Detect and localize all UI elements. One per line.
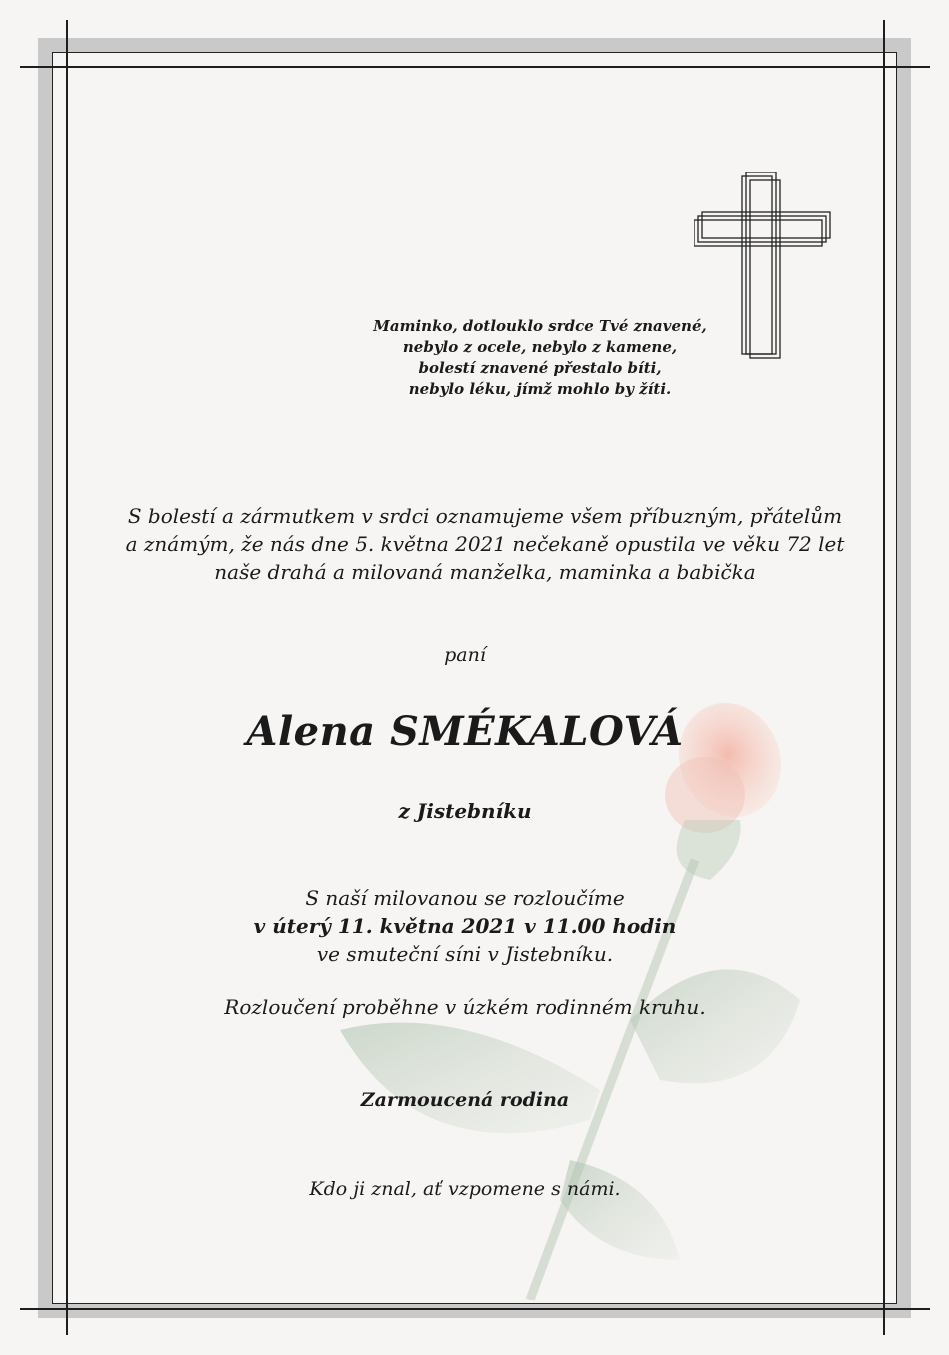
verse-line: nebylo léku, jímž mohlo by žíti. (408, 380, 672, 398)
announcement-text (70, 502, 900, 586)
announcement-line: naše drahá a milovaná manželka, maminka a babička (214, 560, 756, 584)
announcement-line: a známým, že nás dne 5. května 2021 nečekaně opustila ve věku 72 let (125, 532, 845, 556)
salutation: paní (444, 644, 486, 666)
verse-line: nebylo z ocele, nebylo z kamene, (402, 338, 678, 356)
deceased-name: Alena SMÉKALOVÁ (246, 708, 684, 755)
memorial-verse (372, 316, 708, 400)
closing-motto: Kdo ji znal, ať vzpomene s námi. (309, 1178, 621, 1200)
verse-line: bolestí znavené přestalo bíti, (418, 359, 662, 377)
right-border-line (883, 20, 885, 1335)
announcement-line: S bolestí a zármutkem v srdci oznamujeme všem příbuzným, přátelům (127, 504, 843, 528)
left-border-line (66, 20, 68, 1335)
signature: Zarmoucená rodina (360, 1089, 570, 1111)
funeral-intro: S naší milovanou se rozloučíme (305, 886, 625, 910)
funeral-venue: ve smuteční síni v Jistebníku. (316, 942, 614, 966)
funeral-details (0, 884, 930, 968)
hometown: z Jistebníku (398, 799, 532, 823)
bottom-border-line (20, 1308, 930, 1310)
cross-icon (694, 172, 832, 360)
private-note: Rozloučení proběhne v úzkém rodinném kruhu. (224, 995, 706, 1019)
portrait-photo (150, 152, 360, 414)
top-border-line (20, 66, 930, 68)
funeral-datetime: v úterý 11. května 2021 v 11.00 hodin (253, 914, 677, 938)
verse-line: Maminko, dotlouklo srdce Tvé znavené, (373, 317, 707, 335)
